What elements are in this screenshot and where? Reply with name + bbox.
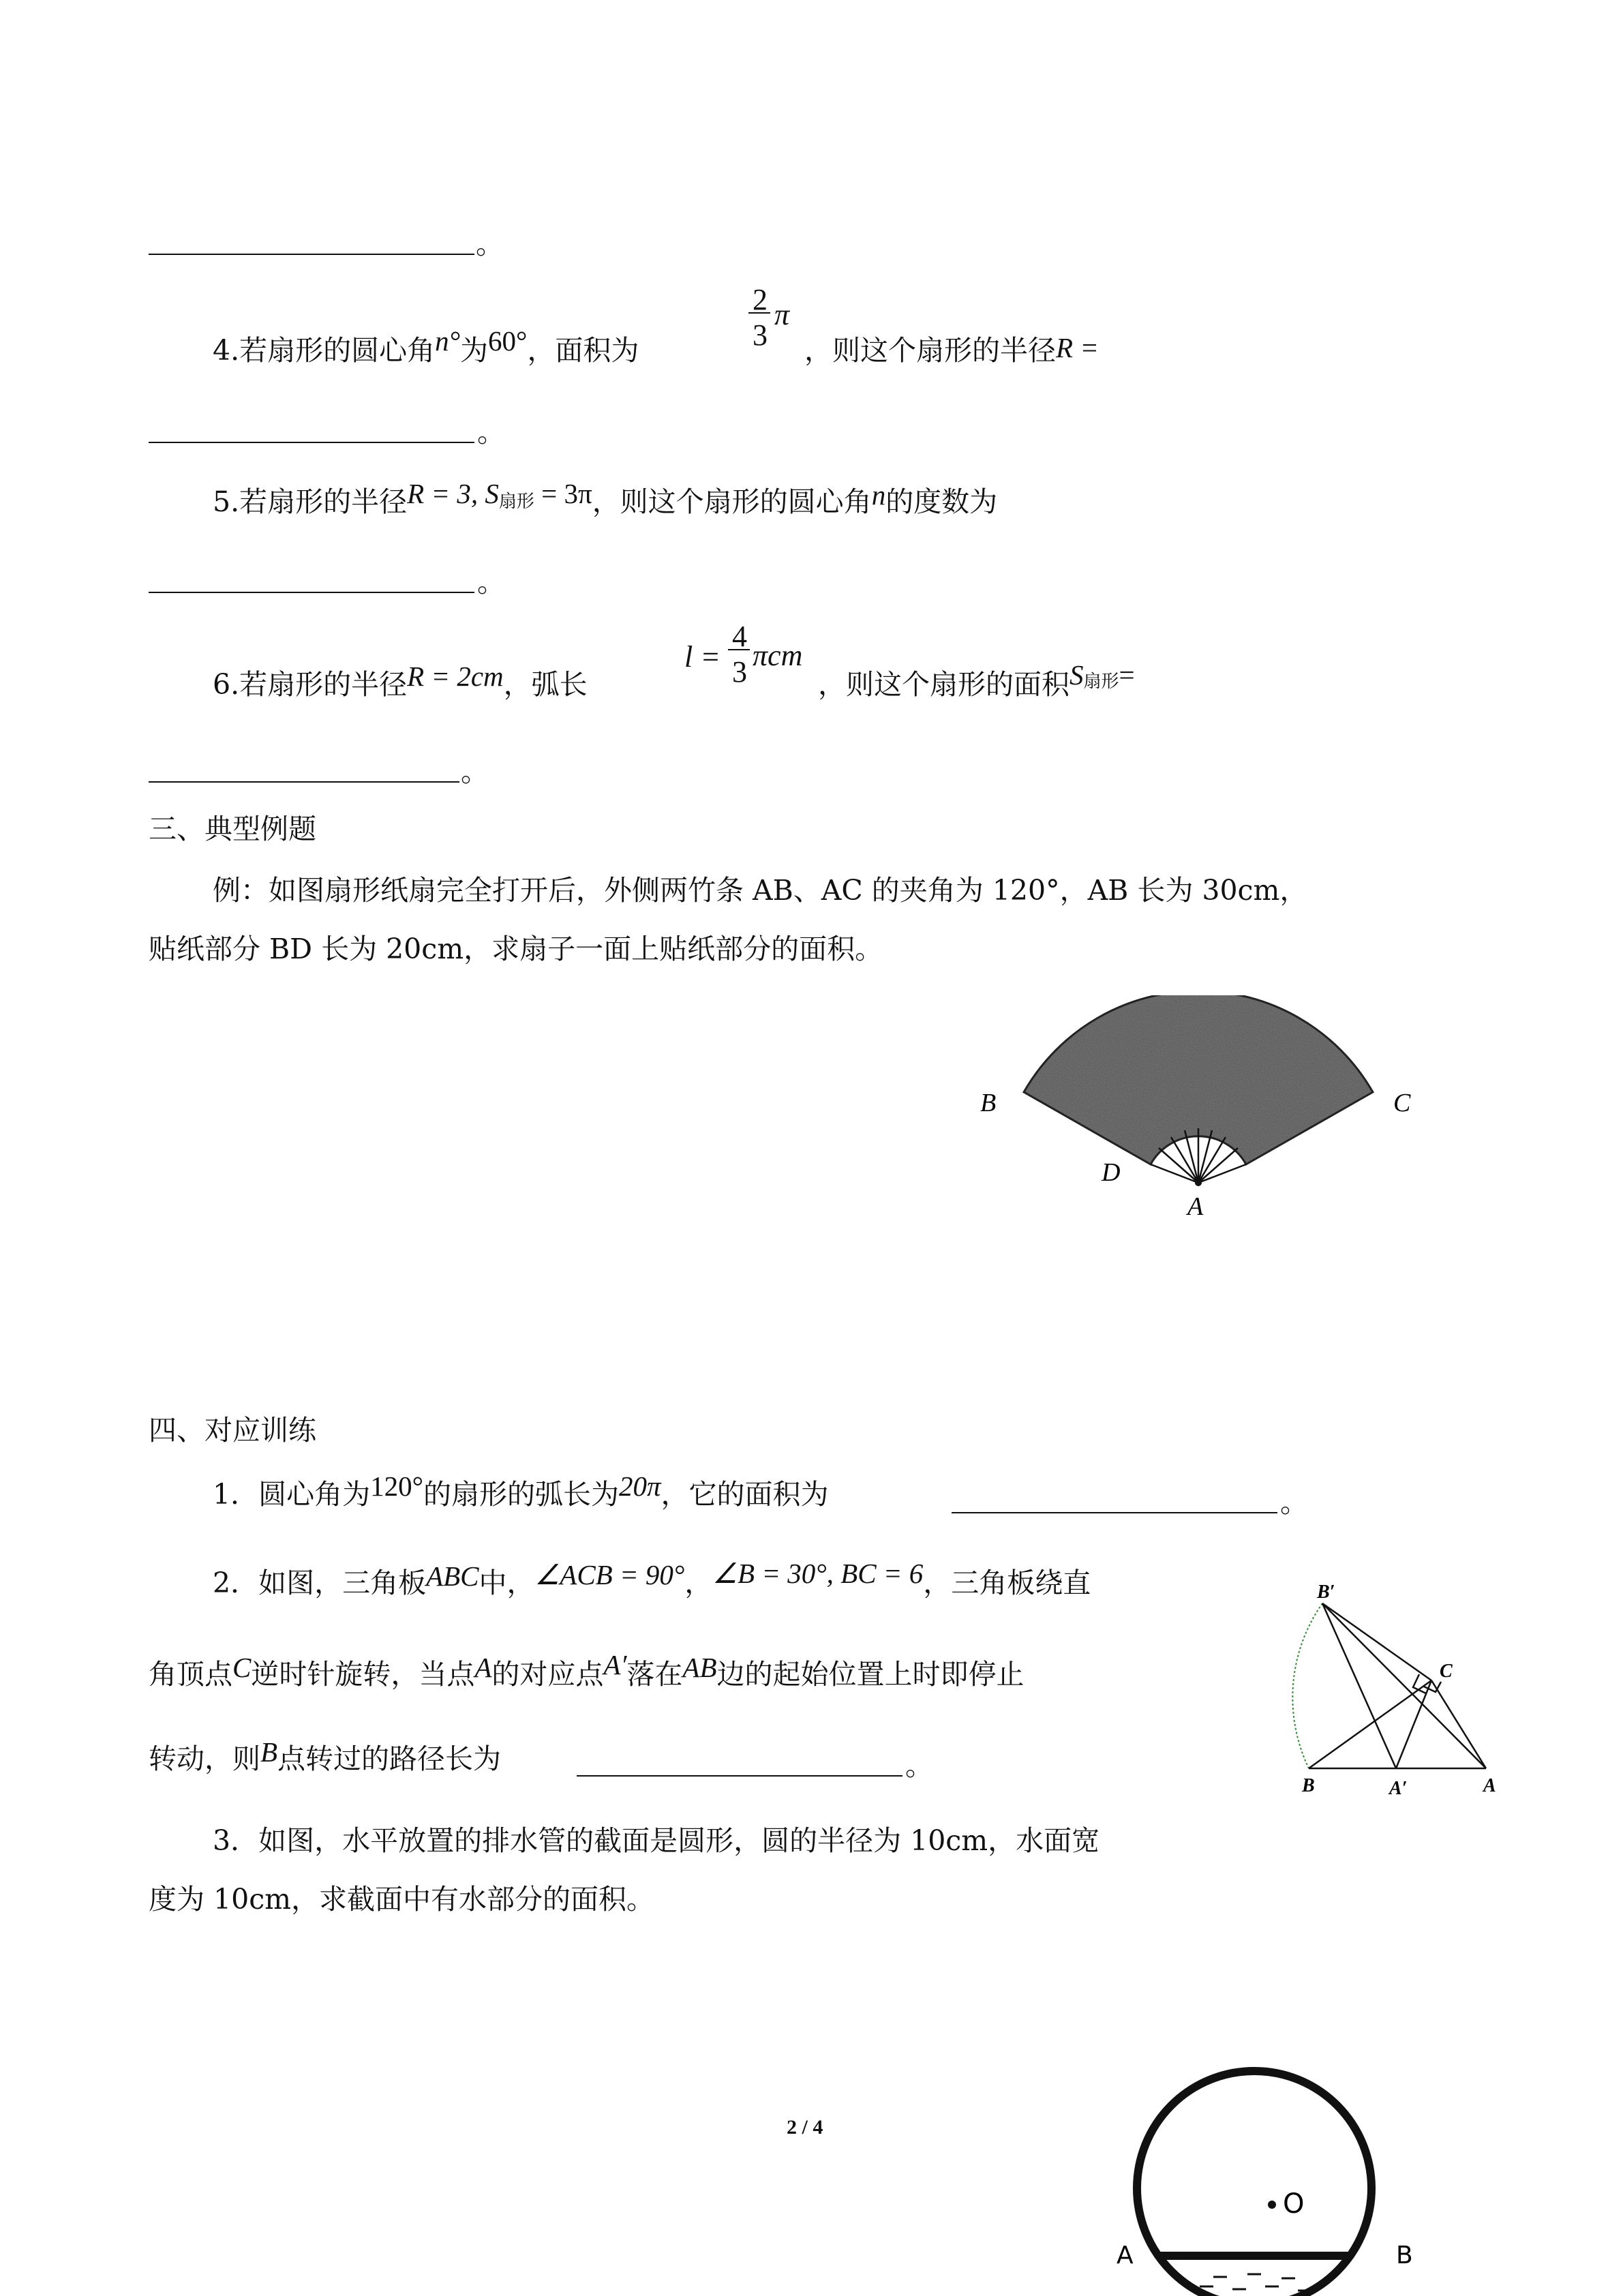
label-C: C xyxy=(1440,1661,1453,1682)
fraction-bar xyxy=(748,312,770,314)
answer-blank-6[interactable] xyxy=(149,781,459,783)
label-A: A xyxy=(1187,1192,1204,1221)
water-marks xyxy=(1200,2274,1311,2291)
label-A: A xyxy=(1117,2241,1134,2269)
answer-blank-ex1[interactable] xyxy=(952,1512,1277,1513)
answer-blank-4[interactable] xyxy=(149,442,474,443)
section-3-heading: 三、典型例题 xyxy=(149,813,316,845)
problem-4-tail: ，则这个扇形的半径R = xyxy=(804,332,1099,367)
period: 。 xyxy=(1280,1486,1308,1519)
pipe-circle xyxy=(1137,2071,1371,2296)
label-O: O xyxy=(1283,2188,1305,2220)
exercise-2-line-2: 角顶点C逆时针旋转，当点A的对应点A′落在AB边的起始位置上时即停止 xyxy=(149,1649,1025,1691)
exercise-3-line-1: 3．如图，水平放置的排水管的截面是圆形，圆的半径为 10cm，水面宽 xyxy=(213,1824,1100,1857)
arc-length-lhs: l = xyxy=(684,640,721,674)
pipe-cross-section-figure xyxy=(1111,2052,1479,2296)
answer-blank-ex2[interactable] xyxy=(577,1775,902,1777)
fraction-denominator: 3 xyxy=(753,318,768,352)
arc-length-unit: πcm xyxy=(753,639,803,672)
problem-6-line-a: 6.若扇形的半径R = 2cm，弧长 xyxy=(213,661,588,701)
fraction-numerator: 4 xyxy=(732,620,747,653)
problem-5-line: 5.若扇形的半径R = 3, S扇形 = 3π，则这个扇形的圆心角n的度数为 xyxy=(213,478,998,518)
label-B: B xyxy=(1302,1775,1315,1796)
label-A-prime: A′ xyxy=(1389,1778,1408,1799)
label-B: B xyxy=(980,1089,997,1117)
example-line-1: 例：如图扇形纸扇完全打开后，外侧两竹条 AB、AC 的夹角为 120°，AB 长为 30cm， xyxy=(213,874,1308,907)
center-point xyxy=(1268,2201,1276,2209)
fraction-bar xyxy=(728,649,750,650)
label-B-prime: B′ xyxy=(1317,1583,1335,1603)
section-4-heading: 四、对应训练 xyxy=(149,1414,316,1447)
exercise-3-line-2: 度为 10cm，求截面中有水部分的面积。 xyxy=(149,1883,655,1916)
label-A: A xyxy=(1483,1775,1496,1796)
period: 。 xyxy=(905,1749,933,1782)
rotation-arc xyxy=(1292,1603,1322,1768)
exercise-2-line-3: 转动，则B点转过的路径长为 xyxy=(149,1736,502,1775)
label-D: D xyxy=(1102,1158,1121,1187)
rotated-triangle-figure xyxy=(1275,1583,1520,1801)
page-number: 2 / 4 xyxy=(787,2116,823,2139)
fan-figure xyxy=(968,995,1431,1282)
answer-blank-5[interactable] xyxy=(149,592,474,593)
answer-blank-prev[interactable] xyxy=(149,254,474,255)
period: 。 xyxy=(477,566,505,599)
fan-pivot-point xyxy=(1195,1179,1202,1186)
pi-symbol: π xyxy=(774,298,790,331)
period: 。 xyxy=(476,228,504,260)
fraction-numerator: 2 xyxy=(753,283,768,316)
example-line-2: 贴纸部分 BD 长为 20cm，求扇子一面上贴纸部分的面积。 xyxy=(149,933,883,965)
exercise-2-line-1: 2．如图，三角板ABC中，∠ACB = 90°，∠B = 30°, BC = 6，三角板绕直 xyxy=(213,1558,1091,1599)
problem-6-line-b: ，则这个扇形的面积$S^{扇形}=$ xyxy=(818,659,1135,701)
label-C: C xyxy=(1393,1089,1411,1117)
problem-4-line: 4.若扇形的圆心角n°为60°，面积为 xyxy=(213,325,639,367)
period: 。 xyxy=(477,416,505,449)
period: 。 xyxy=(461,755,489,788)
label-B: B xyxy=(1396,2241,1413,2269)
fraction-denominator: 3 xyxy=(732,655,747,689)
exercise-1-line: 1．圆心角为120°的扇形的弧长为20π，它的面积为 xyxy=(213,1470,829,1511)
